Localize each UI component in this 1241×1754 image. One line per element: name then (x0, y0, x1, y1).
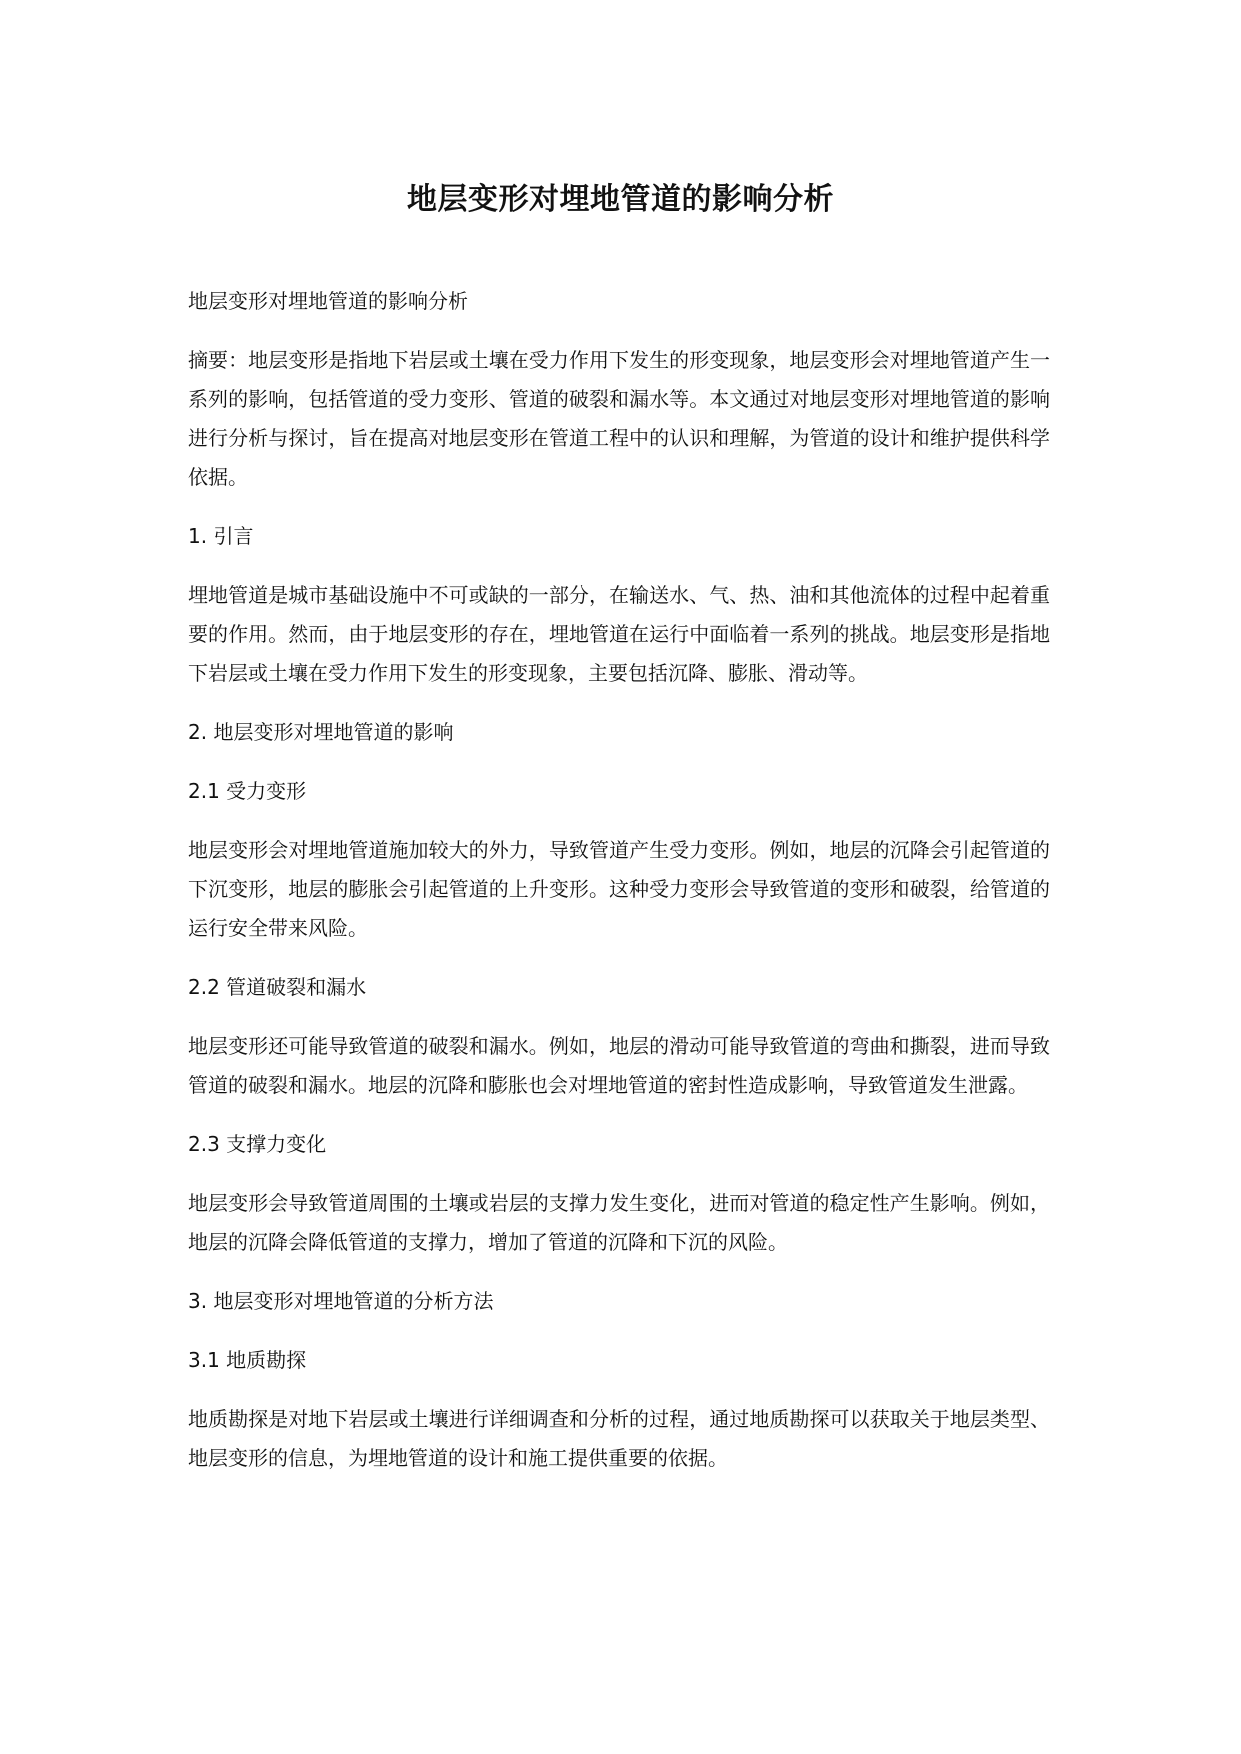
subsection-heading-stress-deformation: 2.1 受力变形 (188, 779, 307, 803)
section-heading-introduction: 1. 引言 (188, 524, 254, 548)
subsection-body-rupture-leakage: 地层变形还可能导致管道的破裂和漏水。例如，地层的滑动可能导致管道的弯曲和撕裂，进而导致管道的破裂和漏水。地层的沉降和膨胀也会对埋地管道的密封性造成影响，导致管道发生泄露。 (188, 1034, 1050, 1097)
section-body-introduction: 埋地管道是城市基础设施中不可或缺的一部分，在输送水、气、热、油和其他流体的过程中起着重要的作用。然而，由于地层变形的存在，埋地管道在运行中面临着一系列的挑战。地层变形是指地下岩层或土壤在受力作用下发生的形变现象，主要包括沉降、膨胀、滑动等。 (188, 583, 1050, 685)
document-title: 地层变形对埋地管道的影响分析 (407, 182, 834, 217)
subsection-body-stress-deformation: 地层变形会对埋地管道施加较大的外力，导致管道产生受力变形。例如，地层的沉降会引起管道的下沉变形，地层的膨胀会引起管道的上升变形。这种受力变形会导致管道的变形和破裂，给管道的运行安全带来风险。 (188, 838, 1050, 940)
section-heading-analysis-methods: 3. 地层变形对埋地管道的分析方法 (188, 1289, 494, 1313)
subsection-body-support-change: 地层变形会导致管道周围的土壤或岩层的支撑力发生变化，进而对管道的稳定性产生影响。例如，地层的沉降会降低管道的支撑力，增加了管道的沉降和下沉的风险。 (188, 1191, 1050, 1254)
abstract-paragraph: 摘要：地层变形是指地下岩层或土壤在受力作用下发生的形变现象，地层变形会对埋地管道产生一系列的影响，包括管道的受力变形、管道的破裂和漏水等。本文通过对地层变形对埋地管道的影响进行分析与探讨，旨在提高对地层变形在管道工程中的认识和理解，为管道的设计和维护提供科学依据。 (188, 348, 1050, 489)
subsection-heading-geological-survey: 3.1 地质勘探 (188, 1348, 307, 1372)
document-body (188, 282, 1050, 1498)
subsection-body-geological-survey: 地质勘探是对地下岩层或土壤进行详细调查和分析的过程，通过地质勘探可以获取关于地层类型、地层变形的信息，为埋地管道的设计和施工提供重要的依据。 (188, 1407, 1050, 1470)
section-heading-impact: 2. 地层变形对埋地管道的影响 (188, 720, 454, 744)
subsection-heading-support-change: 2.3 支撑力变化 (188, 1132, 327, 1156)
subsection-heading-rupture-leakage: 2.2 管道破裂和漏水 (188, 975, 367, 999)
document-subtitle: 地层变形对埋地管道的影响分析 (188, 289, 468, 313)
